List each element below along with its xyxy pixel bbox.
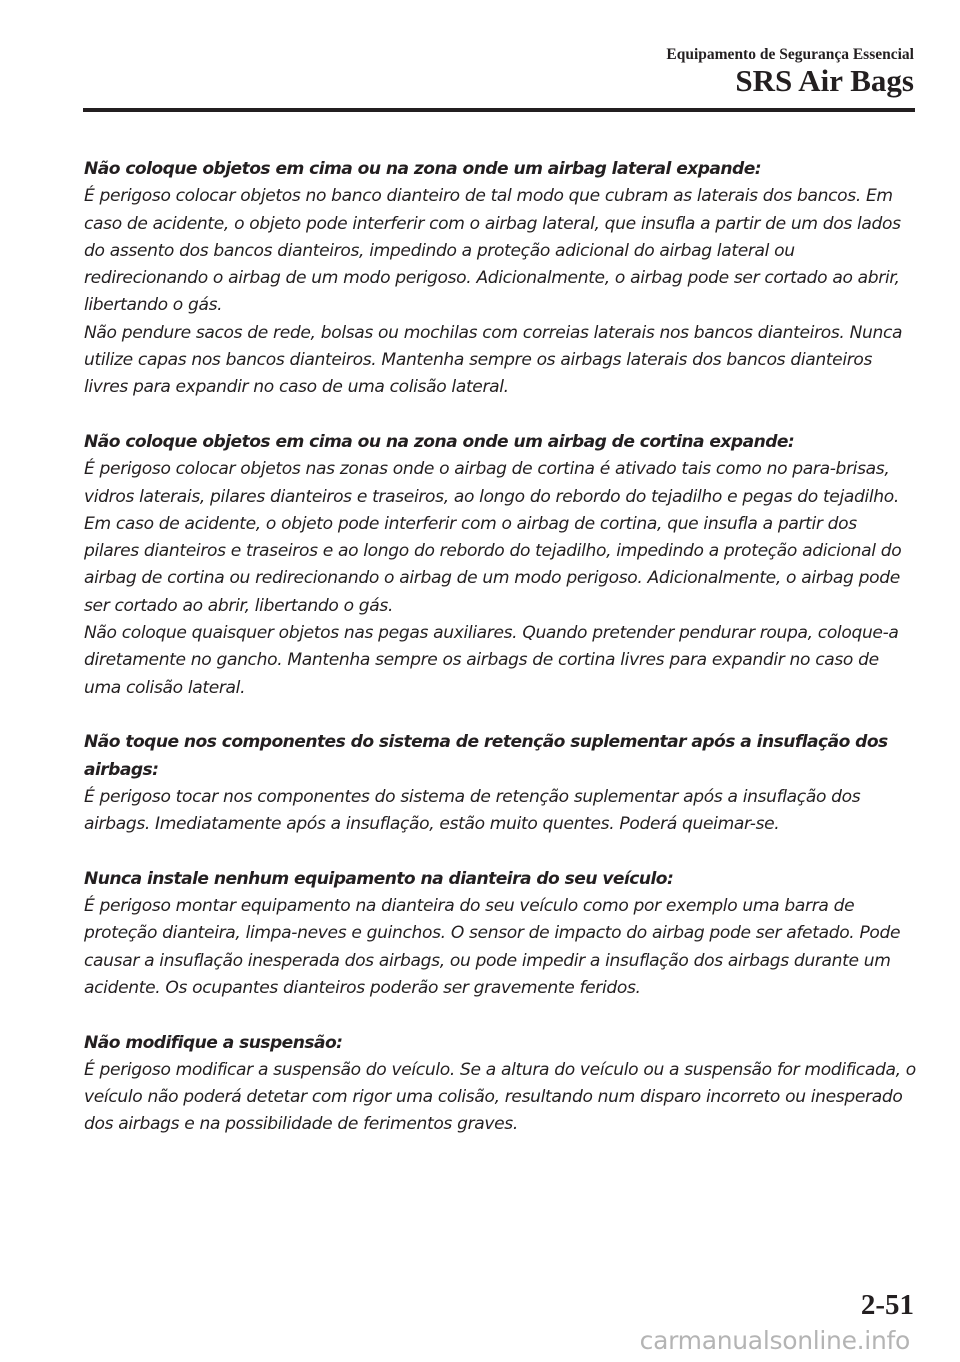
warning-paragraph: É perigoso modificar a suspensão do veículo. Se a altura do veículo ou a suspensão for modificada, o veículo não poderá detetar com rigor uma colisão, resultando num disparo incorreto ou inesperado dos airbags e na possibilidade de ferimentos graves. — [84, 1059, 916, 1135]
warning-heading: Não coloque objetos em cima ou na zona onde um airbag lateral expande: — [84, 159, 762, 179]
warning-heading: Nunca instale nenhum equipamento na dianteira do seu veículo: — [84, 868, 674, 889]
warning-paragraph: É perigoso tocar nos componentes do sistema de retenção suplementar após a insuflação dos airbags. Imediatamente após a insuflação, estão muito quentes. Poderá queimar-se. — [84, 786, 861, 835]
page-number: 2-51 — [860, 1289, 914, 1321]
warning-paragraph: Não coloque quaisquer objetos nas pegas auxiliares. Quando pretender pendurar roupa, coloque-a diretamente no gancho. Mantenha sempre os airbags de cortina livres para expandir no caso de uma colisão lateral. — [84, 623, 899, 698]
warning-block-curtain-airbag — [84, 429, 916, 702]
warning-heading: Não toque nos componentes do sistema de retenção suplementar após a insuflação dos airbags: — [84, 732, 888, 780]
warning-paragraph: É perigoso colocar objetos no banco dianteiro de tal modo que cubram as laterais dos bancos. Em caso de acidente, o objeto pode interferir com o airbag lateral, que insufla a partir de um dos lados do assento dos bancos dianteiros, impedindo a proteção adicional do airbag lateral ou redirecionando o airbag de um modo perigoso. Adicionalmente, o airbag pode ser cortado ao abrir, libertando o gás. — [84, 186, 901, 316]
watermark: carmanualsonline.info — [639, 1326, 910, 1355]
warning-block-suspension — [84, 1030, 916, 1139]
section-header: Equipamento de Segurança Essencial — [666, 46, 914, 63]
warning-heading: Não coloque objetos em cima ou na zona onde um airbag de cortina expande: — [84, 431, 795, 452]
page-title: SRS Air Bags — [735, 63, 914, 98]
warning-block-side-airbag — [84, 156, 916, 402]
warning-paragraph: É perigoso montar equipamento na dianteira do seu veículo como por exemplo uma barra de proteção dianteira, limpa-neves e guinchos. O sensor de impacto do airbag pode ser afetado. Pode causar a insuflação inesperada dos airbags, ou pode impedir a insuflação dos airbags durante um acidente. Os ocupantes dianteiros poderão ser gravemente feridos. — [84, 896, 901, 998]
warning-heading: Não modifique a suspensão: — [84, 1032, 343, 1053]
warning-block-srs-components — [84, 729, 916, 838]
warning-paragraph: Não pendure sacos de rede, bolsas ou mochilas com correias laterais nos bancos dianteiros. Nunca utilize capas nos bancos dianteiros. Mantenha sempre os airbags laterais dos bancos dianteiros livres para expandir no caso de uma colisão lateral. — [84, 322, 903, 398]
warning-paragraph: É perigoso colocar objetos nas zonas onde o airbag de cortina é ativado tais como no para-brisas, vidros laterais, pilares dianteiros e traseiros, ao longo do rebordo do tejadilho e pegas do tejadilho. Em caso de acidente, o objeto pode interferir com o airbag de cortina, que insufla a partir dos pilares dianteiros e traseiros e ao longo do rebordo do tejadilho, impedindo a proteção adicional do airbag de cortina ou redirecionando o airbag de um modo perigoso. Adicionalmente, o airbag pode ser cortado ao abrir, libertando o gás. — [84, 459, 902, 616]
warning-block-front-equipment — [84, 866, 916, 1002]
main-content — [84, 156, 916, 1166]
header-divider — [83, 108, 915, 112]
